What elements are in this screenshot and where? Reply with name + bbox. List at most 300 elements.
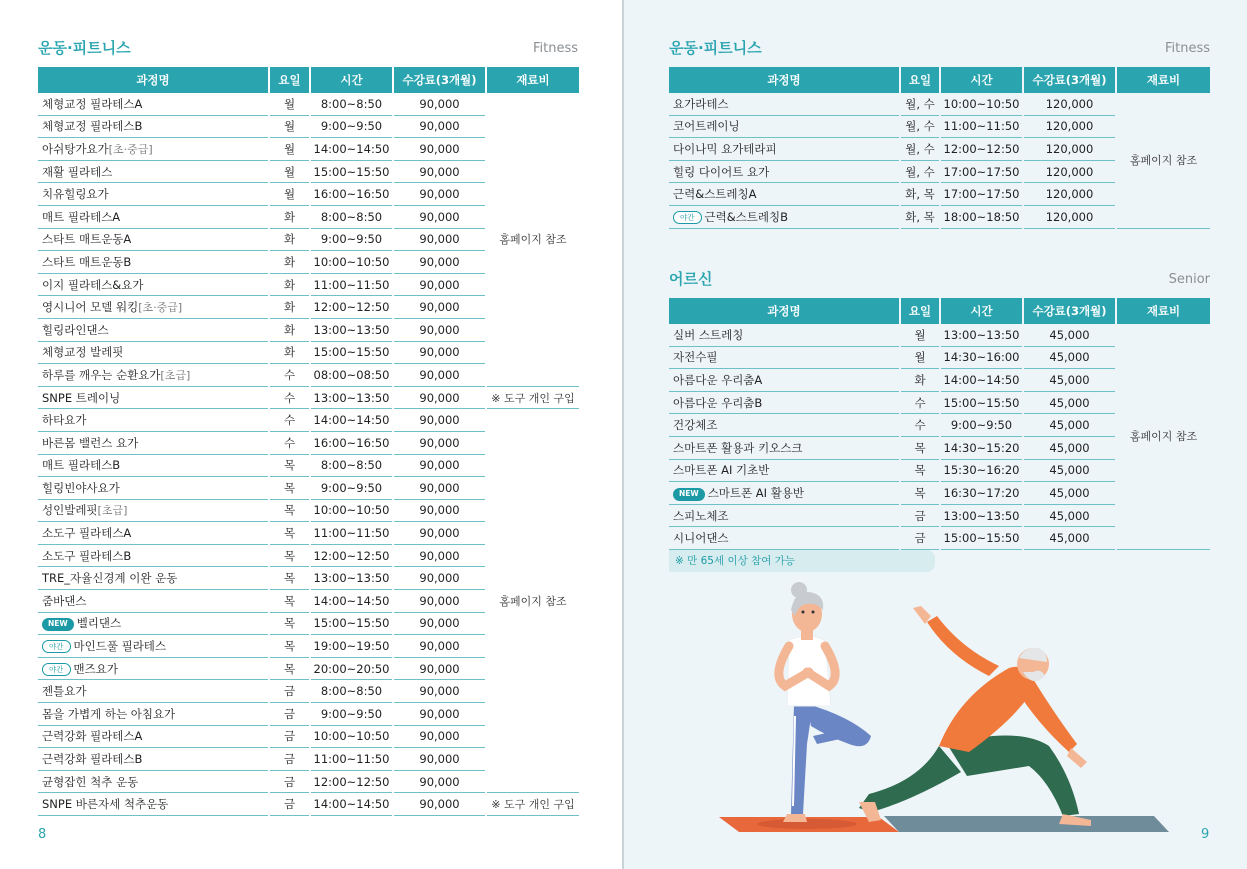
day-cell: 월 [270,138,309,161]
woman-figure [779,582,871,822]
day-cell: 수 [270,432,309,455]
time-cell: 15:00~15:50 [941,392,1022,415]
day-cell: 화 [270,296,309,319]
new-badge: NEW [673,488,705,501]
course-name-cell [38,229,268,252]
course-name: 근력&스트레칭A [673,187,757,202]
time-cell: 13:00~13:50 [941,505,1022,528]
course-name: 체형교정 필라테스A [42,96,143,111]
day-cell: 금 [270,793,309,816]
day-cell: 금 [270,726,309,749]
course-name-cell [38,387,268,410]
day-cell: 금 [901,527,939,550]
time-cell: 13:00~13:50 [311,567,392,590]
materials-fee-cell: 홈페이지 참조 [1117,324,1210,550]
time-cell: 10:00~10:50 [311,500,392,523]
tuition-cell: 45,000 [1024,505,1115,528]
course-name-cell [669,437,899,460]
course-name-cell [669,206,899,229]
tuition-cell: 90,000 [394,590,485,613]
column-header: 재료비 [487,67,579,93]
tuition-cell: 120,000 [1024,93,1115,116]
time-cell: 8:00~8:50 [311,680,392,703]
tuition-cell: 45,000 [1024,527,1115,550]
course-name-cell [38,771,268,794]
day-cell: 목 [270,522,309,545]
table-header-row [669,298,1210,324]
tuition-cell: 120,000 [1024,161,1115,184]
course-name: SNPE 바른자세 척추운동 [42,797,169,812]
time-cell: 18:00~18:50 [941,206,1022,229]
time-cell: 15:00~15:50 [311,342,392,365]
table-row [669,324,1210,347]
course-name: 스마트폰 AI 활용반 [707,485,805,500]
column-header: 과정명 [38,67,268,93]
course-name-cell [38,342,268,365]
day-cell: 월, 수 [901,116,939,139]
tuition-cell: 120,000 [1024,206,1115,229]
tuition-cell: 90,000 [394,274,485,297]
day-cell: 화 [901,369,939,392]
day-cell: 목 [270,613,309,636]
tuition-cell: 45,000 [1024,460,1115,483]
course-name-cell [38,477,268,500]
day-cell: 목 [270,567,309,590]
day-cell: 목 [270,658,309,681]
time-cell: 16:00~16:50 [311,432,392,455]
course-name-cell [669,161,899,184]
course-name: 젠틀요가 [42,684,87,699]
fitness-schedule-table [667,67,1212,229]
senior-section-header [669,268,1210,290]
time-cell: 12:00~12:50 [311,545,392,568]
course-name-cell [38,658,268,681]
day-cell: 금 [901,505,939,528]
tuition-cell: 90,000 [394,635,485,658]
course-name-cell [38,680,268,703]
column-header: 시간 [941,298,1022,324]
tuition-cell: 45,000 [1024,414,1115,437]
materials-fee-cell: ※ 도구 개인 구입 [487,793,579,816]
time-cell: 13:00~13:50 [941,324,1022,347]
tuition-cell: 90,000 [394,342,485,365]
time-cell: 10:00~10:50 [311,251,392,274]
course-name-cell [38,567,268,590]
time-cell: 9:00~9:50 [311,229,392,252]
tuition-cell: 90,000 [394,319,485,342]
course-name: 몸을 가볍게 하는 아침요가 [42,706,176,721]
course-name-cell [38,703,268,726]
time-cell: 16:00~16:50 [311,183,392,206]
day-cell: 월 [901,347,939,370]
time-cell: 10:00~10:50 [941,93,1022,116]
day-cell: 월 [901,324,939,347]
course-name-cell [38,296,268,319]
tuition-cell: 120,000 [1024,138,1115,161]
course-name-cell [669,324,899,347]
day-cell: 금 [270,703,309,726]
time-cell: 17:00~17:50 [941,183,1022,206]
day-cell: 화 [270,319,309,342]
course-name-cell [38,409,268,432]
course-name: 성인발레핏 [42,503,98,518]
left-page [0,0,623,869]
course-name-cell [38,455,268,478]
course-name: 아쉬탕가요가 [42,141,109,156]
course-name-cell [669,369,899,392]
tuition-cell: 90,000 [394,658,485,681]
day-cell: 목 [270,455,309,478]
time-cell: 13:00~13:50 [311,387,392,410]
column-header: 과정명 [669,298,899,324]
tuition-cell: 45,000 [1024,347,1115,370]
fitness-schedule-table [36,67,581,816]
column-header: 재료비 [1117,298,1210,324]
materials-fee-cell: 홈페이지 참조 [487,93,579,387]
course-name: 소도구 필라테스B [42,548,132,563]
tuition-cell: 45,000 [1024,437,1115,460]
day-cell: 화 [270,251,309,274]
time-cell: 11:00~11:50 [311,522,392,545]
course-name: 줌바댄스 [42,593,87,608]
table-header-row [669,67,1210,93]
course-name: 코어트레이닝 [673,119,740,134]
course-name: 스마트폰 AI 기초반 [673,463,770,478]
time-cell: 14:00~14:50 [311,138,392,161]
right-page [624,0,1247,869]
course-name-cell [38,432,268,455]
time-cell: 14:30~16:00 [941,347,1022,370]
tuition-cell: 90,000 [394,771,485,794]
course-name-cell [669,482,899,505]
time-cell: 10:00~10:50 [311,726,392,749]
day-cell: 화 [270,342,309,365]
tuition-cell: 90,000 [394,138,485,161]
day-cell: 목 [270,590,309,613]
time-cell: 14:00~14:50 [311,590,392,613]
course-name-cell [669,183,899,206]
time-cell: 9:00~9:50 [941,414,1022,437]
day-cell: 월, 수 [901,93,939,116]
night-class-badge: 야간 [673,211,702,224]
time-cell: 14:30~15:20 [941,437,1022,460]
tuition-cell: 90,000 [394,613,485,636]
day-cell: 화 [270,206,309,229]
tuition-cell: 90,000 [394,251,485,274]
course-name: 근력강화 필라테스B [42,752,143,767]
day-cell: 목 [270,635,309,658]
day-cell: 금 [270,771,309,794]
day-cell: 화, 목 [901,206,939,229]
tuition-cell: 90,000 [394,296,485,319]
time-cell: 15:00~15:50 [311,161,392,184]
time-cell: 11:00~11:50 [941,116,1022,139]
time-cell: 12:00~12:50 [311,771,392,794]
course-name-cell [38,274,268,297]
course-name: 균형잡힌 척추 운동 [42,774,139,789]
day-cell: 수 [270,387,309,410]
course-name: 근력강화 필라테스A [42,729,143,744]
table-row [38,793,579,816]
tuition-cell: 90,000 [394,477,485,500]
course-name: 하루를 깨우는 순환요가 [42,367,161,382]
course-name: 체형교정 필라테스B [42,119,143,134]
course-name: 자전수필 [673,350,718,365]
column-header: 재료비 [1117,67,1210,93]
fitness-section-header [669,37,1210,59]
course-name: 스타트 매트운동B [42,254,132,269]
course-name: SNPE 트레이닝 [42,390,121,405]
mat-shadow [757,819,857,829]
course-name-cell [38,206,268,229]
column-header: 시간 [311,67,392,93]
course-name: 근력&스트레칭B [704,209,789,224]
course-name: 다이나믹 요가테라피 [673,141,777,156]
time-cell: 15:00~15:50 [311,613,392,636]
day-cell: 월, 수 [901,161,939,184]
course-name: TRE_자율신경계 이완 운동 [42,571,178,586]
course-name: 소도구 필라테스A [42,526,132,541]
day-cell: 화 [270,229,309,252]
course-name: 영시니어 모델 워킹 [42,300,139,315]
section-title: 운동·피트니스 [38,39,131,57]
tuition-cell: 120,000 [1024,183,1115,206]
materials-fee-cell: 홈페이지 참조 [1117,93,1210,229]
course-name: 건강체조 [673,418,718,433]
day-cell: 목 [901,437,939,460]
time-cell: 14:00~14:50 [311,409,392,432]
course-name-cell [38,726,268,749]
course-name: 재활 필라테스 [42,164,113,179]
course-name-cell [38,635,268,658]
column-header: 수강료(3개월) [394,67,485,93]
course-name: 체형교정 발레핏 [42,345,124,360]
time-cell: 9:00~9:50 [311,477,392,500]
day-cell: 수 [270,409,309,432]
day-cell: 화 [270,274,309,297]
tuition-cell: 90,000 [394,93,485,116]
tuition-cell: 90,000 [394,116,485,139]
course-name-cell [38,613,268,636]
materials-fee-cell: 홈페이지 참조 [487,409,579,793]
course-name: 실버 스트레칭 [673,327,744,342]
tuition-cell: 90,000 [394,432,485,455]
page-number: 9 [1201,827,1210,842]
course-name: 하타요가 [42,413,87,428]
time-cell: 12:00~12:50 [311,296,392,319]
course-name: 아름다운 우리춤A [673,372,763,387]
section-english-title: Fitness [532,41,578,56]
course-name-cell [38,590,268,613]
section-english-title: Fitness [1164,41,1210,56]
table-header-row [38,67,579,93]
tuition-cell: 45,000 [1024,482,1115,505]
materials-fee-cell: ※ 도구 개인 구입 [487,387,579,410]
course-name-cell [669,93,899,116]
course-name: 치유힐링요가 [42,187,109,202]
tuition-cell: 90,000 [394,409,485,432]
tuition-cell: 45,000 [1024,324,1115,347]
time-cell: 15:00~15:50 [941,527,1022,550]
time-cell: 17:00~17:50 [941,161,1022,184]
day-cell: 월, 수 [901,138,939,161]
column-header: 요일 [270,67,309,93]
course-name-cell [669,505,899,528]
course-name-cell [669,527,899,550]
course-level: [초급] [97,504,128,518]
time-cell: 16:30~17:20 [941,482,1022,505]
course-name: 힐링빈야사요가 [42,480,120,495]
course-level: [초·중급] [138,301,183,315]
tuition-cell: 90,000 [394,748,485,771]
course-name-cell [38,161,268,184]
course-name: 매트 필라테스B [42,458,121,473]
tuition-cell: 45,000 [1024,369,1115,392]
tuition-cell: 90,000 [394,680,485,703]
day-cell: 금 [270,748,309,771]
course-name-cell [38,793,268,816]
time-cell: 08:00~08:50 [311,364,392,387]
course-name-cell [38,522,268,545]
tuition-cell: 90,000 [394,229,485,252]
time-cell: 15:30~16:20 [941,460,1022,483]
day-cell: 수 [901,392,939,415]
day-cell: 목 [270,500,309,523]
course-name-cell [38,116,268,139]
course-name: 스타트 매트운동A [42,232,132,247]
tuition-cell: 90,000 [394,522,485,545]
section-english-title: Senior [1168,272,1210,287]
tuition-cell: 90,000 [394,387,485,410]
table-row [38,387,579,410]
time-cell: 9:00~9:50 [311,116,392,139]
day-cell: 수 [270,364,309,387]
section-title: 어르신 [669,270,713,288]
tuition-cell: 90,000 [394,545,485,568]
tuition-cell: 90,000 [394,364,485,387]
column-header: 수강료(3개월) [1024,298,1115,324]
course-name-cell [38,319,268,342]
day-cell: 월 [270,116,309,139]
time-cell: 11:00~11:50 [311,748,392,771]
course-name: 스피노체조 [673,508,729,523]
new-badge: NEW [42,618,74,631]
man-figure [859,606,1091,826]
course-name-cell [669,138,899,161]
page-number: 8 [38,827,47,842]
course-name-cell [669,347,899,370]
section-title: 운동·피트니스 [669,39,762,57]
course-name-cell [38,138,268,161]
time-cell: 20:00~20:50 [311,658,392,681]
course-name: 아름다운 우리춤B [673,395,763,410]
day-cell: 월 [270,93,309,116]
course-name-cell [669,116,899,139]
time-cell: 14:00~14:50 [311,793,392,816]
senior-schedule-table [667,298,1212,550]
table-row [38,409,579,432]
column-header: 수강료(3개월) [1024,67,1115,93]
tuition-cell: 45,000 [1024,392,1115,415]
tuition-cell: 90,000 [394,793,485,816]
course-name: 바른몸 밸런스 요가 [42,435,139,450]
course-name-cell [669,414,899,437]
course-name-cell [669,392,899,415]
day-cell: 목 [901,482,939,505]
course-name-cell [38,500,268,523]
course-name-cell [38,251,268,274]
day-cell: 목 [270,477,309,500]
gray-yoga-mat [884,816,1169,832]
day-cell: 수 [901,414,939,437]
day-cell: 목 [270,545,309,568]
course-name-cell [38,183,268,206]
time-cell: 14:00~14:50 [941,369,1022,392]
course-name-cell [38,364,268,387]
course-name: 매트 필라테스A [42,209,121,224]
time-cell: 8:00~8:50 [311,93,392,116]
seniors-yoga-illustration [699,576,1179,838]
course-level: [초·중급] [108,142,153,156]
tuition-cell: 90,000 [394,206,485,229]
course-name: 스마트폰 활용과 키오스크 [673,440,803,455]
course-name: 마인드풀 필라테스 [73,639,167,654]
table-row [669,93,1210,116]
course-name: 벨리댄스 [76,616,122,631]
course-name-cell [38,545,268,568]
tuition-cell: 90,000 [394,161,485,184]
day-cell: 목 [901,460,939,483]
day-cell: 금 [270,680,309,703]
table-row [38,93,579,116]
night-class-badge: 야간 [42,640,71,653]
course-name-cell [669,460,899,483]
night-class-badge: 야간 [42,663,71,676]
column-header: 요일 [901,67,939,93]
day-cell: 월 [270,161,309,184]
time-cell: 8:00~8:50 [311,455,392,478]
time-cell: 11:00~11:50 [311,274,392,297]
course-name: 맨즈요가 [73,661,118,676]
day-cell: 월 [270,183,309,206]
fitness-section-header [38,37,578,59]
time-cell: 19:00~19:50 [311,635,392,658]
course-name: 힐링 다이어트 요가 [673,164,770,179]
course-level: [초급] [160,368,191,382]
tuition-cell: 120,000 [1024,116,1115,139]
course-name-cell [38,748,268,771]
course-name: 이지 필라테스&요가 [42,277,144,292]
tuition-cell: 90,000 [394,567,485,590]
time-cell: 8:00~8:50 [311,206,392,229]
tuition-cell: 90,000 [394,455,485,478]
column-header: 과정명 [669,67,899,93]
age-requirement-note: ※ 만 65세 이상 참여 가능 [669,550,935,572]
time-cell: 12:00~12:50 [941,138,1022,161]
time-cell: 13:00~13:50 [311,319,392,342]
course-name: 요가라테스 [673,96,729,111]
course-name: 시니어댄스 [673,531,729,546]
column-header: 요일 [901,298,939,324]
tuition-cell: 90,000 [394,183,485,206]
day-cell: 화, 목 [901,183,939,206]
time-cell: 9:00~9:50 [311,703,392,726]
course-name: 힐링라인댄스 [42,322,109,337]
tuition-cell: 90,000 [394,726,485,749]
course-name-cell [38,93,268,116]
tuition-cell: 90,000 [394,703,485,726]
tuition-cell: 90,000 [394,500,485,523]
